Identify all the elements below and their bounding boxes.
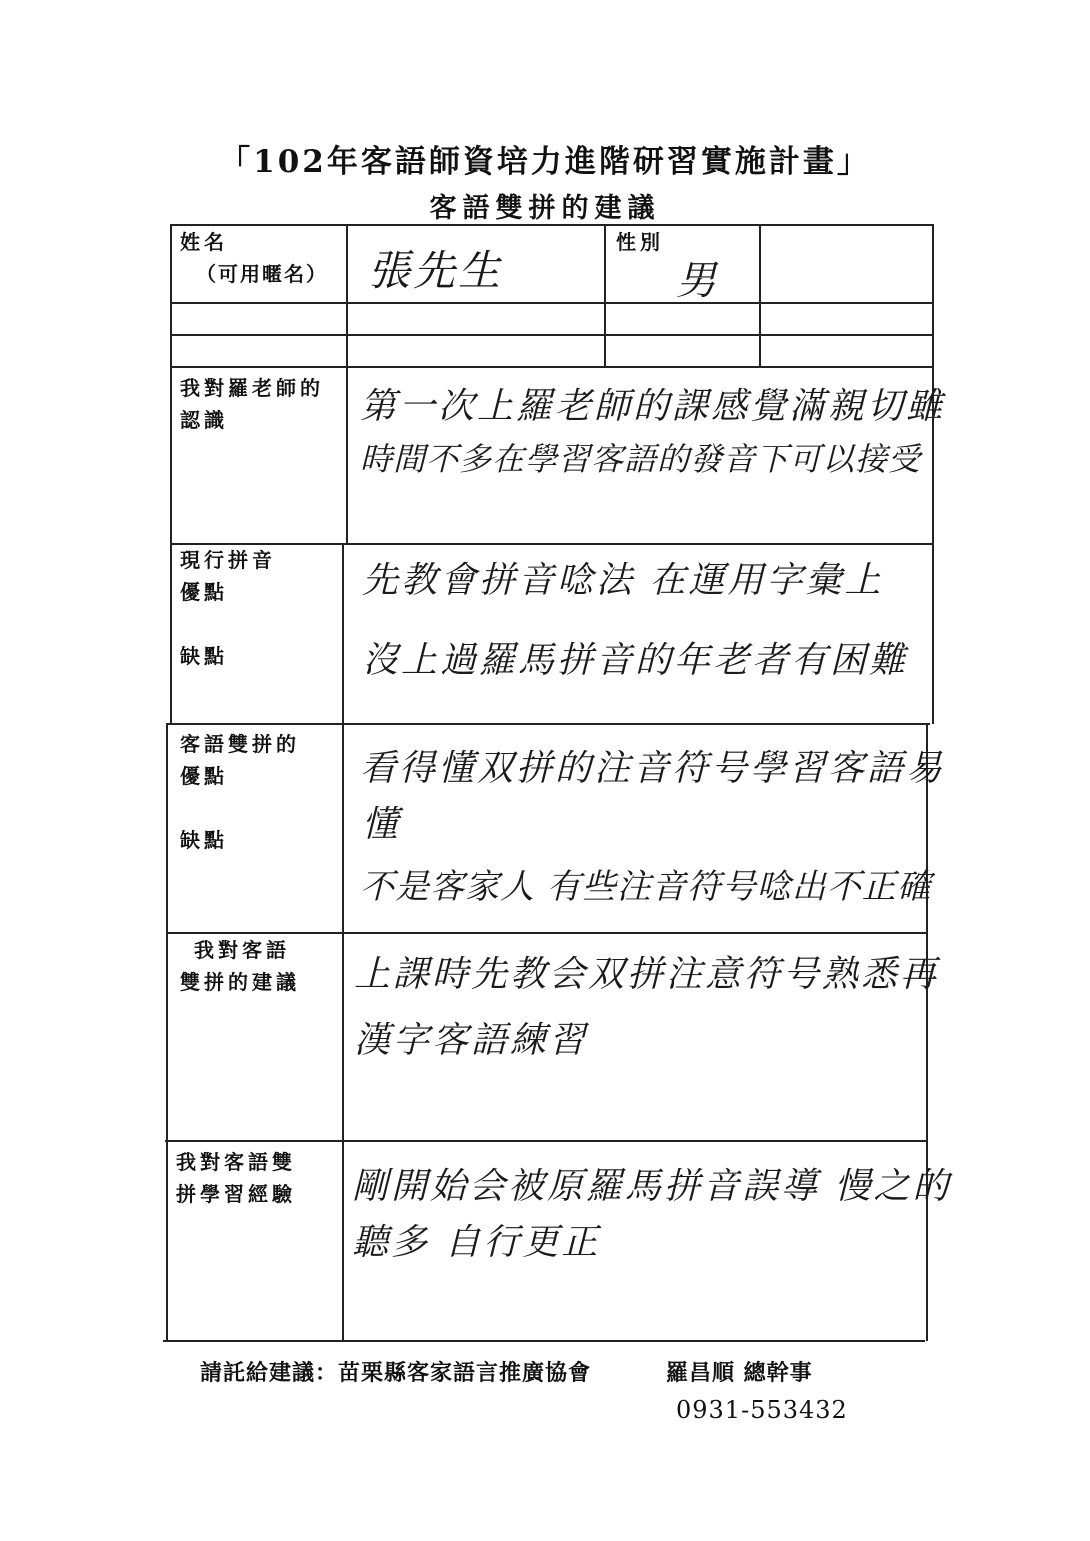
row-divider [165,1140,927,1142]
column-divider [342,543,344,1341]
row-divider [170,543,934,545]
column-divider [346,224,348,544]
handwritten-answer: 剛開始会被原羅馬拼音誤導 慢之的 [352,1166,952,1207]
footer-phone: 0931-553432 [676,1396,848,1424]
section-label: 認識 [180,408,228,432]
section-label: 雙拼的建議 [180,970,300,994]
advantages-label: 優點 [180,580,228,604]
name-label: 姓名 [180,230,228,254]
table-border-top [170,224,934,226]
row-divider [170,302,934,304]
name-value: 張先生 [368,246,504,295]
name-sublabel: （可用暱名） [196,262,328,286]
form-title: 「102年客語師資培力進階研習實施計畫」 [219,144,871,180]
gender-label: 性別 [616,230,664,254]
row-divider [168,723,930,725]
table-border-left [166,723,168,1341]
handwritten-answer: 漢字客語練習 [354,1020,589,1061]
handwritten-answer: 上課時先教会双拼注意符号熟悉再 [354,954,940,995]
section-label: 現行拼音 [180,548,276,572]
handwritten-answer: 沒上過羅馬拼音的年老者有困難 [362,640,909,681]
column-divider [759,224,761,367]
section-label: 拼學習經驗 [176,1182,296,1206]
handwritten-answer: 第一次上羅老師的課感覺滿親切雖 [360,386,946,427]
advantages-label: 優點 [180,764,228,788]
handwritten-answer: 先教會拼音唸法 在運用字彙上 [362,560,884,601]
handwritten-answer: 聽多 自行更正 [352,1222,601,1263]
handwritten-answer: 看得懂双拼的注音符号學習客語易 [360,748,946,789]
handwritten-answer: 不是客家人 有些注音符号唸出不正確 [360,867,932,907]
footer-contact: 羅昌順 總幹事 [666,1361,813,1386]
table-border-left [170,224,172,724]
gender-value: 男 [676,258,719,304]
disadvantages-label: 缺點 [180,828,228,852]
handwritten-answer: 時間不多在學習客語的發音下可以接受 [360,440,922,478]
row-divider [170,334,934,336]
table-border-right [926,723,928,1341]
section-label: 我對羅老師的 [180,376,324,400]
table-border-right [932,224,934,724]
disadvantages-label: 缺點 [180,644,228,668]
section-label: 我對客語雙 [176,1150,296,1174]
section-label: 客語雙拼的 [180,732,300,756]
section-label: 我對客語 [194,938,290,962]
table-border-bottom [163,1340,925,1342]
handwritten-answer: 懂 [362,804,402,845]
column-divider [604,224,606,367]
row-divider [170,366,934,368]
form-subtitle: 客語雙拼的建議 [429,193,661,224]
footer-request: 請託給建議：苗栗縣客家語言推廣協會 [200,1361,592,1386]
